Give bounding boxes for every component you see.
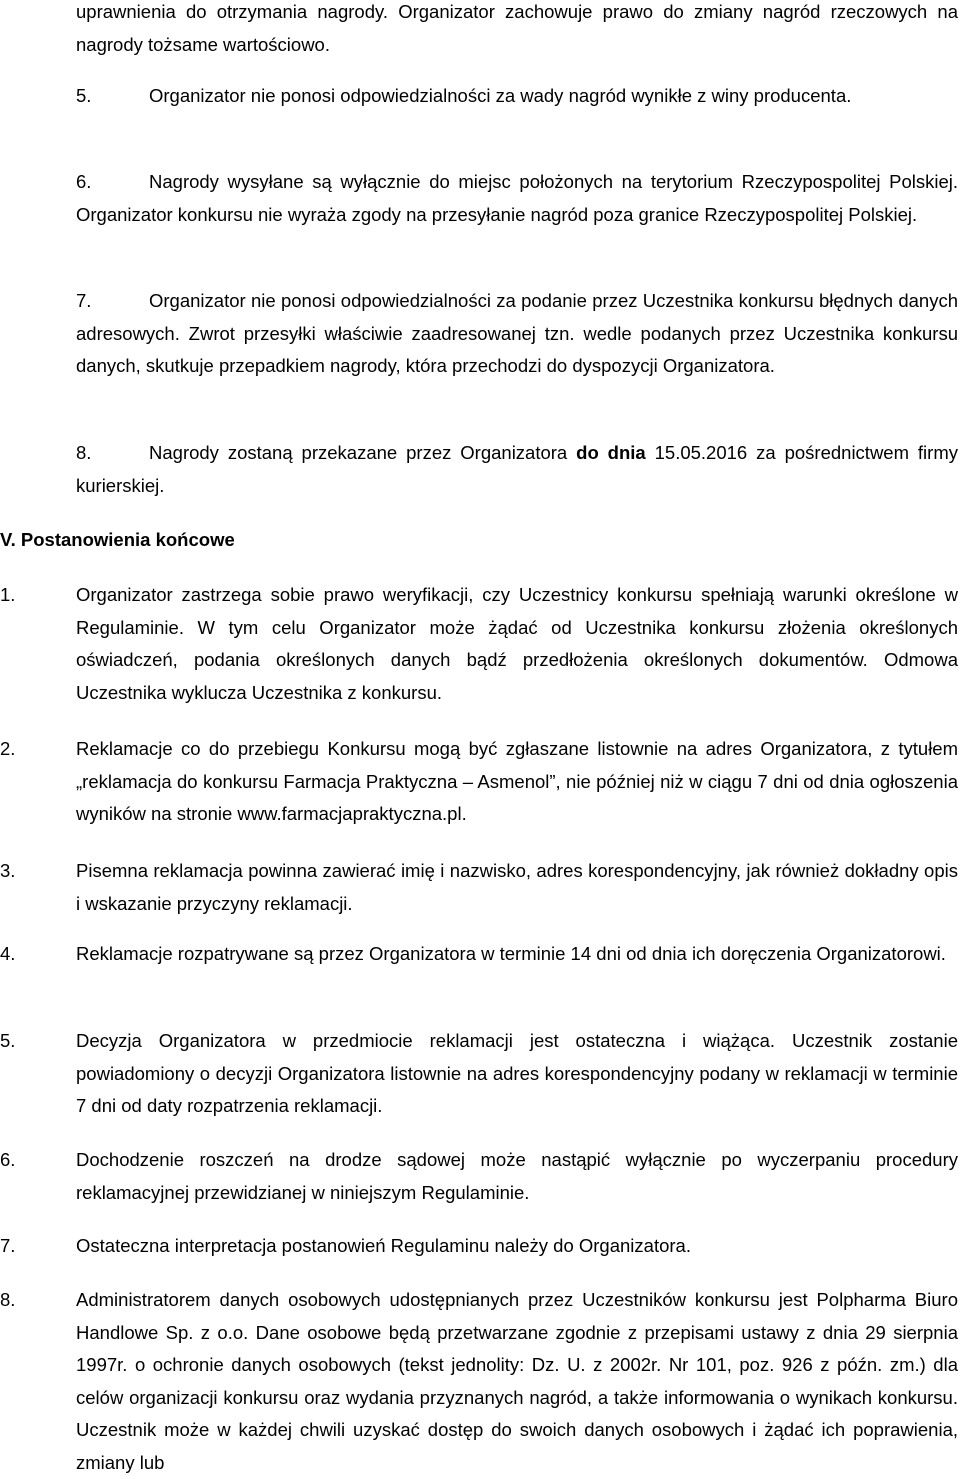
final-item-1 <box>76 579 958 709</box>
final-item-6-text: Dochodzenie roszczeń na drodze sądowej może nastąpić wyłącznie po wyczerpaniu procedury reklamacyjnej przewidzianej w niniejszym Regulaminie. <box>76 1149 958 1203</box>
final-item-1-text: Organizator zastrzega sobie prawo weryfikacji, czy Uczestnicy konkursu spełniają warunki określone w Regulaminie. W tym celu Organizator może żądać od Uczestnika konkursu złożenia określonych oświadczeń, podania określonych danych bądź przedłożenia określonych dokumentów. Odmowa Uczestnika wyklucza Uczestnika z konkursu. <box>76 584 958 703</box>
sub-item-7 <box>76 285 958 383</box>
final-item-7-text: Ostateczna interpretacja postanowień Regulaminu należy do Organizatora. <box>76 1235 691 1256</box>
sub-item-7-text: Organizator nie ponosi odpowiedzialności za podanie przez Uczestnika konkursu błędnych danych adresowych. Zwrot przesyłki właściwie zaadresowanej tzn. wedle podanych przez Uczestnika konkursu danych, skutkuje przepadkiem nagrody, która przechodzi do dyspozycji Organizatora. <box>76 290 958 376</box>
final-item-5 <box>76 1025 958 1123</box>
final-item-4 <box>76 938 958 971</box>
final-item-2-text: Reklamacje co do przebiegu Konkursu mogą być zgłaszane listownie na adres Organizatora, z tytułem „reklamacja do konkursu Farmacja Praktyczna – Asmenol”, nie później niż w ciągu 7 dni od dnia ogłoszenia wyników na stronie www.farmacjapraktyczna.pl. <box>76 738 958 824</box>
final-item-6 <box>76 1144 958 1209</box>
sub-item-5-text: Organizator nie ponosi odpowiedzialności za wady nagród wynikłe z winy producenta. <box>149 85 852 106</box>
sub-item-8-text-after: 15.05.2016 za pośrednictwem firmy kurierskiej. <box>76 442 958 496</box>
final-item-5-text: Decyzja Organizatora w przedmiocie reklamacji jest ostateczna i wiążąca. Uczestnik zostanie powiadomiony o decyzji Organizatora listownie na adres korespondencyjny podany w reklamacji w terminie 7 dni od daty rozpatrzenia reklamacji. <box>76 1030 958 1116</box>
sub-item-8-number: 8. <box>76 442 92 463</box>
sub-item-8-bold: do dnia <box>576 442 646 463</box>
final-item-2-number: 2. <box>0 738 16 759</box>
final-item-3-number: 3. <box>0 860 16 881</box>
final-item-4-number: 4. <box>0 943 16 964</box>
sub-item-6-number: 6. <box>76 171 92 192</box>
final-item-1-number: 1. <box>0 584 16 605</box>
sub-item-8 <box>76 437 958 502</box>
final-item-3 <box>76 855 958 920</box>
final-item-4-text: Reklamacje rozpatrywane są przez Organizatora w terminie 14 dni od dnia ich doręczenia Organizatorowi. <box>76 943 946 964</box>
sub-item-6 <box>76 166 958 231</box>
final-item-8 <box>76 1284 958 1479</box>
final-item-3-text: Pisemna reklamacja powinna zawierać imię i nazwisko, adres korespondencyjny, jak również dokładny opis i wskazanie przyczyny reklamacji. <box>76 860 958 914</box>
section-heading: V. Postanowienia końcowe <box>0 529 235 550</box>
sub-item-6-text: Nagrody wysyłane są wyłącznie do miejsc położonych na terytorium Rzeczypospolitej Polskiej. Organizator konkursu nie wyraża zgody na przesyłanie nagród poza granice Rzeczypospolitej Polskiej. <box>76 171 958 225</box>
final-item-7-number: 7. <box>0 1235 16 1256</box>
sub-item-8-text <box>76 437 958 502</box>
sub-item-5-number: 5. <box>76 85 92 106</box>
sub-item-7-number: 7. <box>76 290 92 311</box>
final-item-6-number: 6. <box>0 1149 16 1170</box>
final-item-7 <box>76 1230 958 1263</box>
sub-item-5 <box>76 80 958 113</box>
final-item-2 <box>76 733 958 831</box>
final-item-5-number: 5. <box>0 1030 16 1051</box>
sub-item-8-text-before: Nagrody zostaną przekazane przez Organizatora <box>149 442 577 463</box>
continued-text: uprawnienia do otrzymania nagrody. Organizator zachowuje prawo do zmiany nagród rzeczowych na nagrody tożsame wartościowo. <box>76 1 958 55</box>
continued-paragraph <box>76 0 958 61</box>
final-item-8-number: 8. <box>0 1289 16 1310</box>
final-item-8-text: Administratorem danych osobowych udostępnianych przez Uczestników konkursu jest Polpharma Biuro Handlowe Sp. z o.o. Dane osobowe będą przetwarzane zgodnie z przepisami ustawy z dnia 29 sierpnia 1997r. o ochronie danych osobowych (tekst jednolity: Dz. U. z 2002r. Nr 101, poz. 926 z późn. zm.) dla celów organizacji konkursu oraz wydania przyznanych nagród, a także informowania o wynikach konkursu. Uczestnik może w każdej chwili uzyskać dostęp do swoich danych osobowych i żądać ich poprawienia, zmiany lub <box>76 1289 958 1473</box>
